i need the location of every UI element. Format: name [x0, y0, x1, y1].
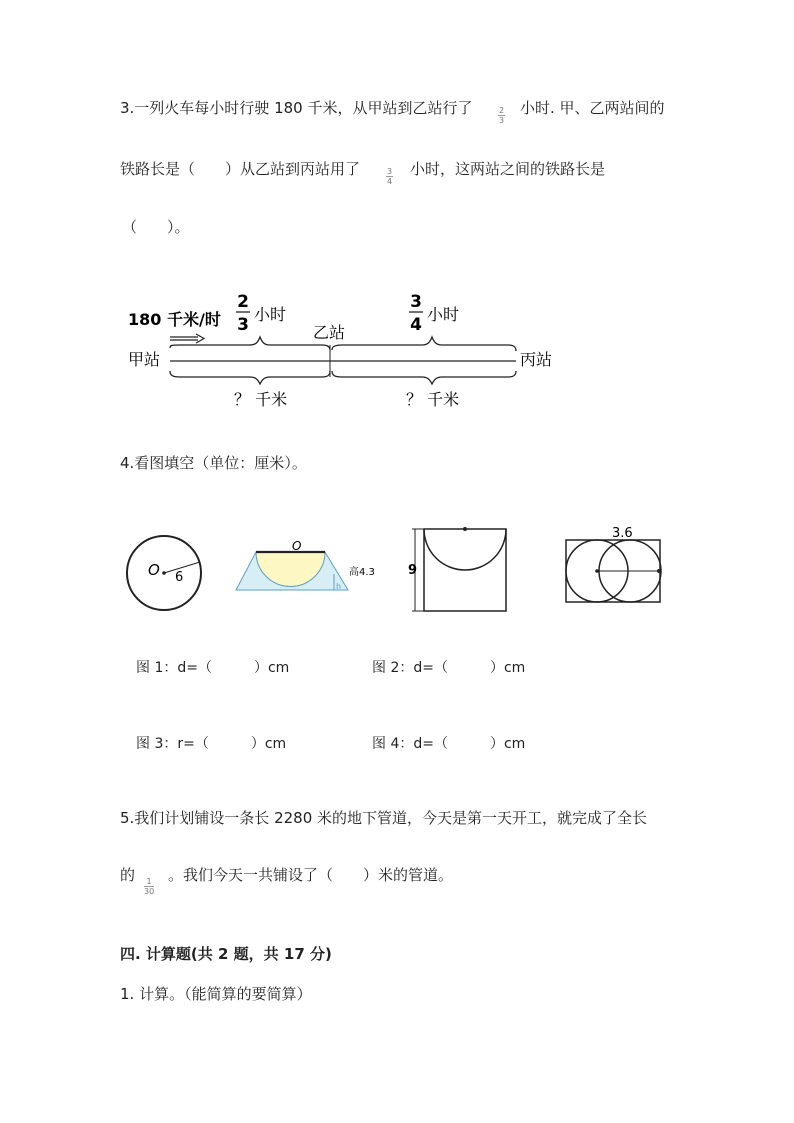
fig3-answer: 图 3：r=（ ）cm [136, 736, 287, 752]
q3-line3: （ ）。 [122, 218, 190, 236]
q5-frac-num: 1 [146, 877, 152, 886]
brace-bottom-b [332, 371, 516, 384]
fig4-width-label: 3.6 [612, 526, 633, 541]
frac-b-unit: 小时 [427, 305, 460, 324]
fig2-center-label: O [292, 539, 302, 553]
fig3-side-label: 9 [408, 563, 418, 578]
railway-diagram [110, 285, 560, 415]
frac-b-num: 3 [410, 292, 422, 312]
frac-a-unit: 小时 [254, 305, 287, 324]
station-a-label: 甲站 [128, 350, 161, 369]
frac-a-den: 3 [237, 315, 249, 335]
q3-fraction-1 [498, 106, 505, 125]
q5-fraction [144, 877, 154, 896]
station-b-label: 乙站 [313, 323, 346, 342]
fig2-h-label: h [336, 582, 342, 591]
q3-frac1-den: 3 [498, 116, 505, 125]
figure-4-rectangle [560, 522, 670, 606]
q3-frac1-num: 2 [498, 106, 505, 115]
fig1-center-label: O [148, 561, 160, 579]
fig1-answer: 图 1：d=（ ）cm [136, 660, 290, 676]
unknown-a-label: ？ 千米 [234, 390, 288, 409]
q3-line1-end: 小时. 甲、乙两站间的 [520, 99, 665, 117]
brace-top-a [170, 337, 330, 350]
q4-title: 4.看图填空（单位：厘米）。 [120, 454, 307, 472]
station-c-label: 丙站 [520, 350, 553, 369]
q5-line1: 5.我们计划铺设一条长 2280 米的地下管道，今天是第一天开工，就完成了全长 [120, 809, 648, 827]
brace-bottom-a [170, 371, 330, 384]
unknown-b-label: ？ 千米 [406, 390, 460, 409]
q3-line1-start: 3.一列火车每小时行驶 180 千米，从甲站到乙站行了 [120, 99, 473, 117]
frac-b-den: 4 [410, 315, 422, 335]
arrow-icon [196, 334, 204, 343]
q3-fraction-2 [386, 167, 393, 186]
figure-1-circle [120, 528, 210, 618]
frac-a-num: 2 [237, 292, 249, 312]
figure-2-trapezoid [230, 538, 380, 598]
section-4-q1: 1. 计算。（能简算的要简算） [120, 985, 312, 1003]
speed-label: 180 千米/时 [128, 310, 221, 329]
q5-line2-start: 的 [120, 866, 136, 884]
q3-frac2-den: 4 [386, 177, 393, 186]
figure-3-square [402, 524, 514, 616]
q3-line2-start: 铁路长是（ ）从乙站到丙站用了 [120, 160, 361, 178]
fig2-height-label: 高4.3 [349, 567, 375, 578]
q5-frac-den: 30 [144, 887, 155, 896]
q3-line2-end: 小时，这两站之间的铁路长是 [410, 160, 606, 178]
brace-top-b [332, 337, 516, 351]
q3-frac2-num: 3 [386, 167, 393, 176]
q5-line2-end: 。我们今天一共铺设了（ ）米的管道。 [168, 866, 454, 884]
fig1-radius-label: 6 [175, 570, 184, 585]
section-4-title: 四. 计算题(共 2 题，共 17 分) [120, 945, 332, 963]
fig2-answer: 图 2：d=（ ）cm [372, 660, 526, 676]
fig4-answer: 图 4：d=（ ）cm [372, 736, 526, 752]
